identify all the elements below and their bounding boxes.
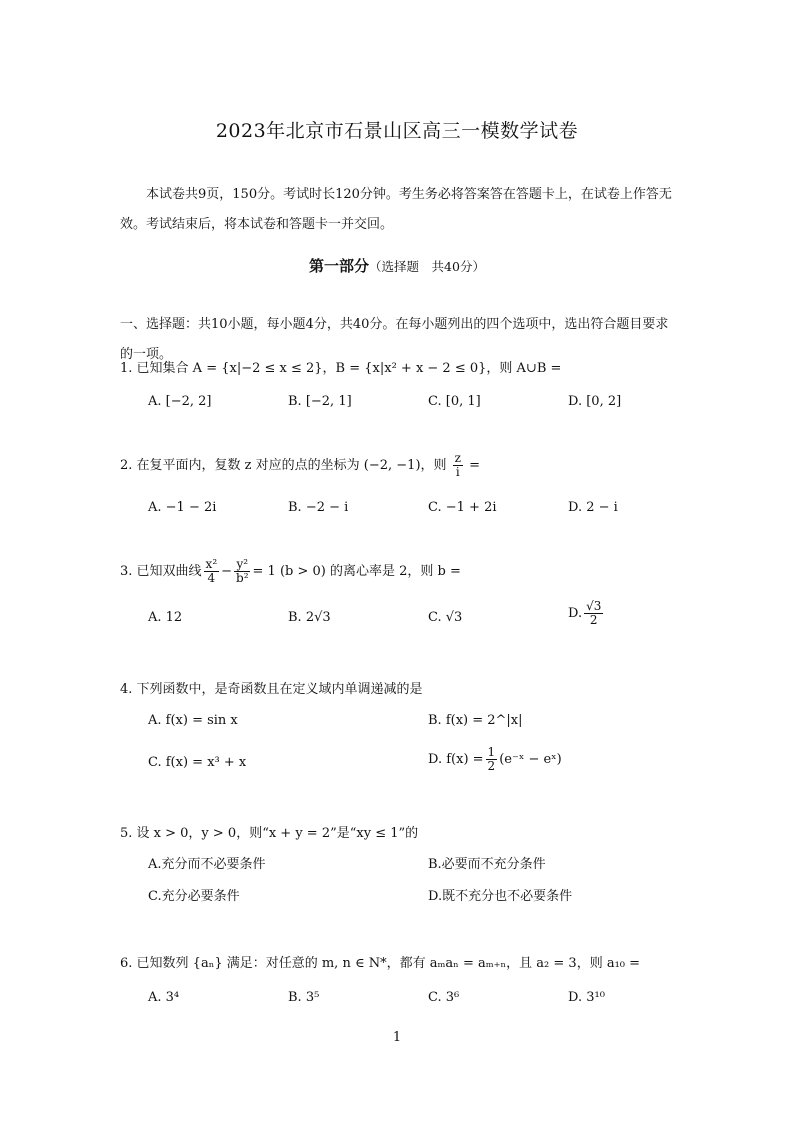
q5-option-c: C.充分必要条件 (148, 889, 240, 904)
q1-option-b: B. [−2, 1] (288, 394, 352, 409)
q1-option-d: D. [0, 2] (568, 394, 622, 409)
question-3-stem: 3. 已知双曲线 $\frac{\text{x²}}{4}$ − $\frac{\text{y²}}{\text{b²}}$ = 1 (b > 0) 的离心率是 2，则 b = (120, 557, 461, 585)
part-heading (0, 255, 794, 276)
page-number: 1 (392, 1030, 402, 1045)
q5-option-b: B.必要而不充分条件 (428, 857, 546, 872)
q4-option-d-fraction: $\frac{1}{2}$ (487, 745, 496, 773)
q4-option-b: B. f(x) = 2^|x| (428, 713, 523, 728)
q5-option-a: A.充分而不必要条件 (148, 857, 266, 872)
q1-option-c: C. [0, 1] (428, 394, 481, 409)
q3-option-a: A. 12 (148, 610, 183, 625)
question-5-stem: 5. 设 x > 0，y > 0，则“x + y = 2”是“xy ≤ 1”的 (120, 826, 419, 841)
q6-option-d: D. 3¹⁰ (568, 990, 605, 1005)
q2-option-b: B. −2 − i (288, 500, 349, 515)
q2-option-d: D. 2 − i (568, 500, 618, 515)
q5-option-d: D.既不充分也不必要条件 (428, 889, 573, 904)
q3-option-d-fraction: $\frac{√3}{2}$ (586, 599, 602, 627)
q6-option-a: A. 3⁴ (148, 990, 180, 1005)
q3-option-c: C. √3 (428, 610, 463, 625)
q4-option-a: A. f(x) = sin x (148, 713, 238, 728)
q2-option-c: C. −1 + 2i (428, 500, 497, 515)
q4-option-c: C. f(x) = x³ + x (148, 755, 247, 770)
question-1-stem: 1. 已知集合 A = {x|−2 ≤ x ≤ 2}，B = {x|x² + x − 2 ≤ 0}，则 A∪B = (120, 361, 562, 376)
q3-option-d: D. $\frac{√3}{2}$ (568, 599, 602, 627)
q1-option-a: A. [−2, 2] (148, 394, 212, 409)
q6-option-c: C. 3⁶ (428, 990, 460, 1005)
q6-option-b: B. 3⁵ (288, 990, 320, 1005)
part-heading-sub: （选择题 共40分） (369, 259, 485, 274)
section-instructions: 一、选择题：共10小题，每小题4分，共40分。在每小题列出的四个选项中，选出符合题目要求的一项。 (120, 317, 669, 362)
q3-fraction-2: $\frac{\text{y²}}{\text{b²}}$ (236, 557, 249, 585)
q3-option-b: B. 2√3 (288, 610, 331, 625)
q3-fraction-1: $\frac{\text{x²}}{4}$ (205, 557, 218, 585)
question-4-stem: 4. 下列函数中，是奇函数且在定义域内单调递减的是 (120, 682, 423, 697)
page-title: 2023年北京市石景山区高三一模数学试卷 (215, 120, 579, 142)
q4-option-d: D. f(x) = $\frac{1}{2}$ (e⁻ˣ − eˣ) (428, 745, 562, 773)
question-6-stem: 6. 已知数列 {aₙ} 满足：对任意的 m, n ∈ N*，都有 aₘaₙ = aₘ₊ₙ，且 a₂ = 3，则 a₁₀ = (120, 956, 641, 971)
question-2-stem: 2. 在复平面内，复数 z 对应的点的坐标为 (−2, −1)，则 $\frac{z}{i}$ = (120, 451, 481, 479)
q2-fraction: $\frac{z}{i}$ (454, 451, 461, 479)
q2-option-a: A. −1 − 2i (148, 500, 217, 515)
intro-paragraph: 本试卷共9页，150分。考试时长120分钟。考生务必将答案答在答题卡上，在试卷上作答无效。考试结束后，将本试卷和答题卡一并交回。 (120, 187, 672, 232)
part-heading-main: 第一部分 (309, 257, 370, 275)
